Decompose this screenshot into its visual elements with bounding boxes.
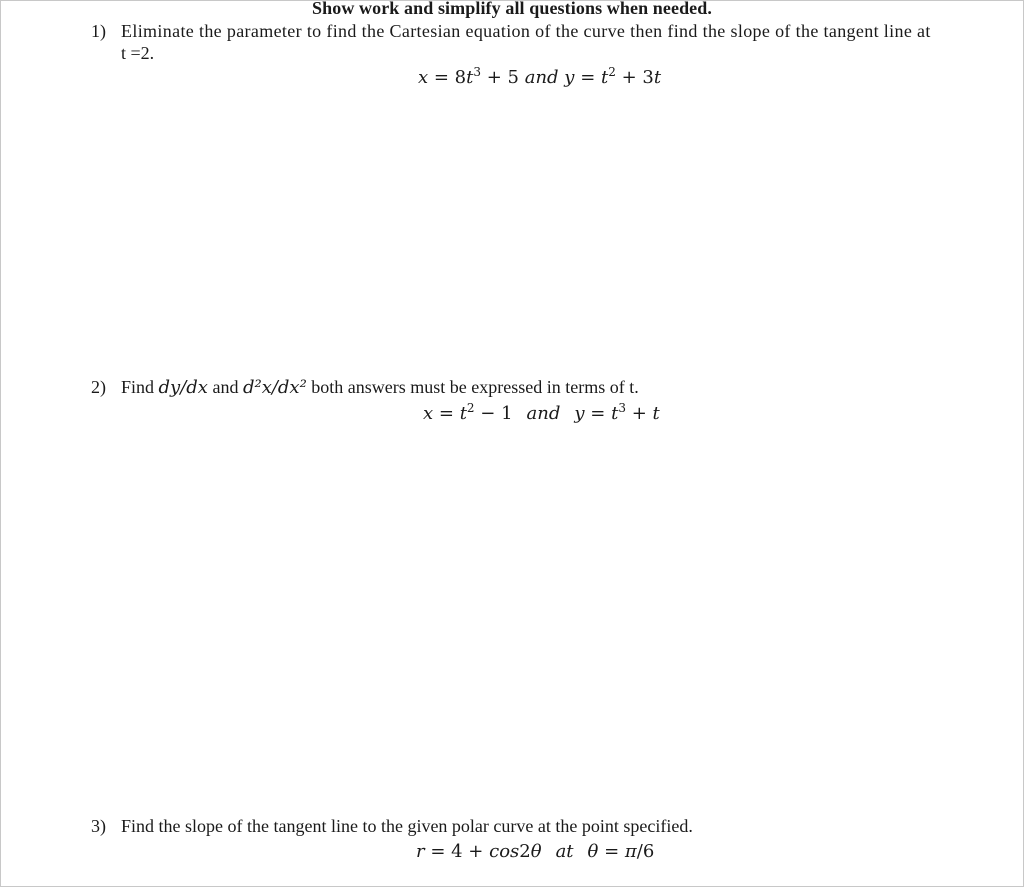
question-1-equation: $x = 8t^3 + 5$ and $y = t^2 + 3t$ (418, 65, 662, 88)
question-2-derivative-dy-dx: dy/dx (158, 377, 208, 398)
question-2-text-and: and (212, 377, 239, 397)
question-1-text-continued: t =2. (121, 43, 155, 63)
question-2-derivative-second: d²x/dx² (242, 377, 307, 398)
page-instruction-heading: Show work and simplify all questions when needed. (312, 0, 712, 18)
question-1-number: 1) (91, 21, 106, 41)
question-2-number: 2) (91, 377, 106, 397)
question-1-text: Eliminate the parameter to find the Cartesian equation of the curve then find the slope of the tangent line at (121, 21, 931, 41)
question-3-number: 3) (91, 816, 106, 836)
question-2-text-prefix: Find (121, 377, 155, 397)
question-2-equation: $x = t^2 - 1$ and $y = t^3 + t$ (423, 401, 660, 424)
question-3-equation: r = 4 + cos2θ at θ = π/6 (416, 841, 655, 862)
question-3-text: Find the slope of the tangent line to the given polar curve at the point specified. (121, 816, 693, 836)
question-2-text-suffix: both answers must be expressed in terms of t. (311, 377, 639, 397)
question-2-text (121, 377, 639, 398)
